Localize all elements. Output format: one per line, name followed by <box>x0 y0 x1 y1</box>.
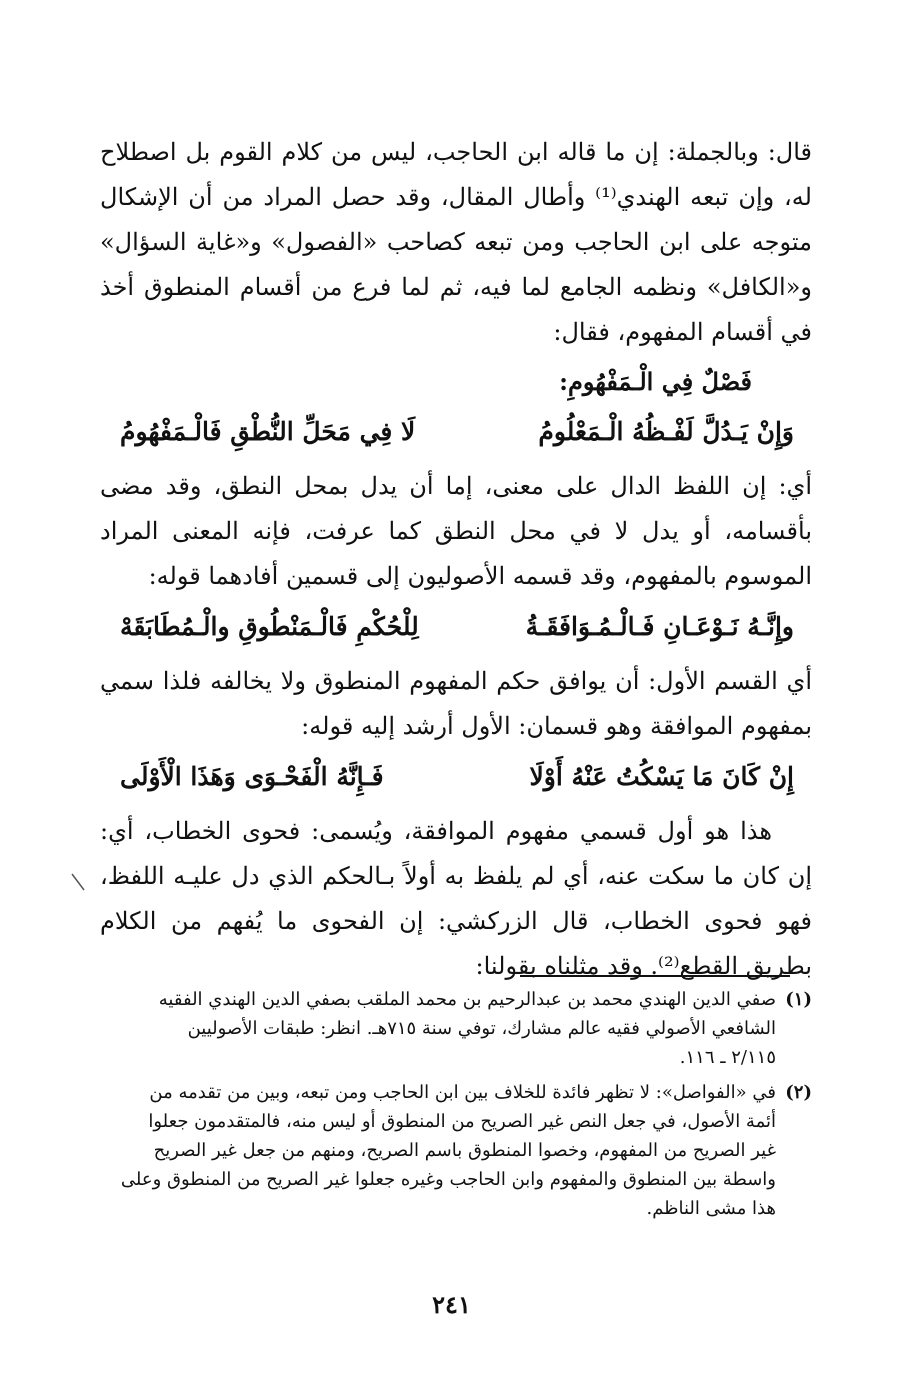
text-line: أي: إن اللفظ الدال على معنى، إما أن يدل بمحل النطق، وقد مضى <box>100 472 812 500</box>
text-line: قال: وبالجملة: إن ما قاله ابن الحاجب، ليس من كلام القوم بل اصطلاح له، <box>100 138 812 211</box>
paragraph-1 <box>100 130 812 355</box>
main-text <box>100 130 812 989</box>
paragraph-2 <box>100 464 812 599</box>
text-line: كان ما سكت عنه، أي لم يلفظ به أولاً بـالحكم الذي دل عليـه اللفظ، <box>100 862 779 890</box>
text-line: الجامع لما فيه، ثم لما فرع من أقسام المنطوق أخذ في أقسام المفهوم، فقال: <box>100 273 812 346</box>
text-line: فهو فحوى الخطاب، قال الزركشي: إن الفحوى ما يُفهم من الكلام بطريق <box>100 907 812 980</box>
paragraph-4 <box>100 809 812 989</box>
paragraph-3 <box>100 659 812 749</box>
text-line: ابن الحاجب ومن تبعه كصاحب «الفصول» و«غاية السؤال» و«الكافل» ونظمه <box>100 228 812 301</box>
footnote-line: الشافعي الأصولي فقيه عالم مشارك، توفي سنة ٧١٥هـ. انظر: طبقات الأصوليين <box>187 1018 776 1039</box>
page-number: ٢٤١ <box>432 1290 471 1319</box>
footnote-line: ٢/١١٥ ـ ١١٦. <box>679 1047 776 1068</box>
verse-2-second-hemistich: لِلْحُكْمِ فَالْـمَنْطُوقِ والْـمُطَابَقَهْ <box>120 612 419 641</box>
footnote-2 <box>100 1078 812 1223</box>
text-line: وإن تبعه الهندي⁽¹⁾ وأطال المقال، وقد حصل المراد من أن الإشكال متوجه على <box>100 183 812 256</box>
footnote-line: أئمة الأصول، في جعل النص غير الصريح من المنطوق أو ليس منه، فالمتقدمون جعلوا <box>148 1111 776 1132</box>
footnote-line: صفي الدين الهندي محمد بن عبدالرحيم بن محمد الملقب بصفي الدين الهندي الفقيه <box>158 989 776 1010</box>
verse-3-second-hemistich: فَـإِنَّهُ الْفَحْـوَى وَهَذَا الْأَوْلَى <box>120 762 384 791</box>
verse-2-first-hemistich: وإِنَّـهُ نَـوْعَـانِ فَـالْـمُـوَافَقَـةُ <box>525 612 794 641</box>
footnote-line: واسطة بين المنطوق والمفهوم وابن الحاجب وغيره جعلوا غير الصريح من المنطوق وعلى <box>120 1169 776 1190</box>
text-line: بمفهوم الموافقة وهو قسمان: الأول أرشد إليه قوله: <box>301 712 812 740</box>
text-line: هذا هو أول قسمي مفهوم الموافقة، ويُسمى: فحوى الخطاب، أي: إن <box>100 817 812 890</box>
footnote-1 <box>100 985 812 1072</box>
text-line: بأقسامه، أو يدل لا في محل النطق كما عرفت، فإنه المعنى المراد الموسوم بالمفهوم، <box>100 517 812 590</box>
text-line: القطع⁽²⁾. وقد مثلناه بقولنا: <box>475 952 739 980</box>
footnote-number: (١) <box>785 989 812 1010</box>
text-line: أي القسم الأول: أن يوافق حكم المفهوم المنطوق ولا يخالفه فلذا سمي <box>100 667 812 695</box>
section-heading: فَصْلٌ فِي الْـمَفْهُومِ: <box>559 367 752 396</box>
verse-3 <box>100 749 812 805</box>
verse-2 <box>100 599 812 655</box>
margin-pencil-mark <box>66 868 106 908</box>
footnote-number: (٢) <box>785 1082 812 1103</box>
footnote-text <box>100 1078 776 1223</box>
verse-3-first-hemistich: إِنْ كَانَ مَا يَسْكُتُ عَنْهُ أَوْلَا <box>529 762 794 791</box>
text-line: وقد قسمه الأصوليون إلى قسمين أفادهما قوله: <box>148 562 616 590</box>
footnote-line: هذا مشى الناظم. <box>646 1198 776 1219</box>
footnote-separator <box>520 975 790 977</box>
footnote-line: في «الفواصل»: لا تظهر فائدة للخلاف بين ابن الحاجب ومن تبعه، وبين من تقدمه من <box>149 1082 776 1103</box>
verse-1-first-hemistich: وَإِنْ يَـدُلَّ لَفْـظُهُ الْـمَعْلُومُ <box>538 417 794 446</box>
footnote-text <box>100 985 776 1072</box>
footnote-line: غير الصريح من المفهوم، وخصوا المنطوق باسم الصريح، ومنهم من جعل غير الصريح <box>153 1140 776 1161</box>
verse-1-second-hemistich: لَا فِي مَحَلِّ النُّطْقِ فَالْـمَفْهُومُ <box>120 417 416 446</box>
footnotes <box>100 985 812 1229</box>
verse-1 <box>100 404 812 460</box>
